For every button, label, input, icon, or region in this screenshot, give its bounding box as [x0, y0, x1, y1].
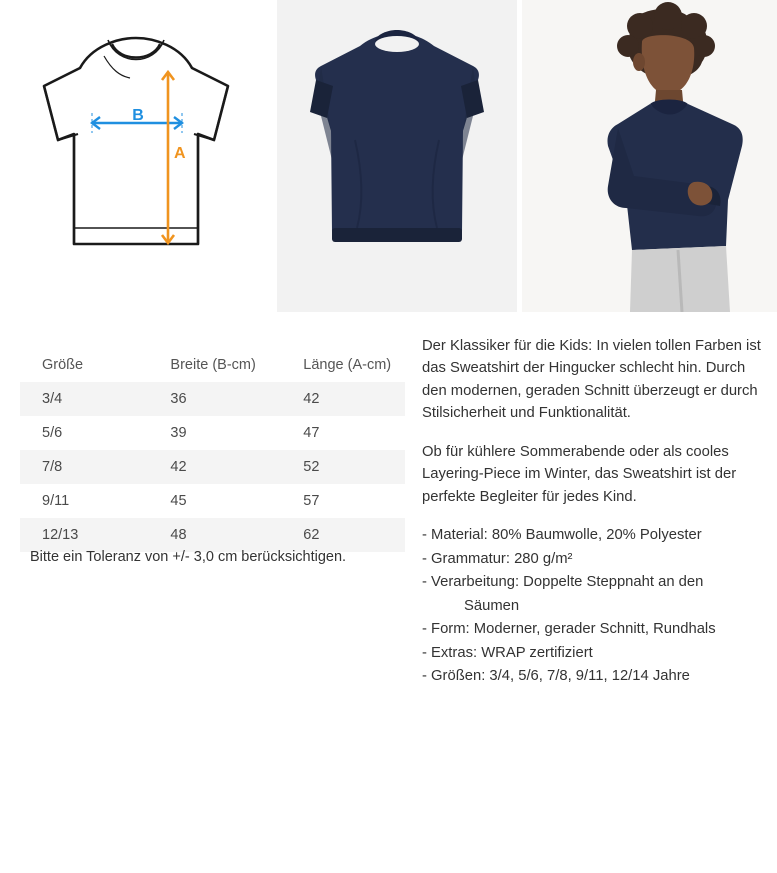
table-row	[20, 450, 405, 484]
cell-length: 57	[303, 493, 320, 509]
cell-length: 62	[303, 527, 320, 543]
model-image	[522, 0, 777, 312]
spec-processing: - Verarbeitung: Doppelte Steppnaht an den	[422, 574, 704, 591]
spec-shape: - Form: Moderner, gerader Schnitt, Rundhals	[422, 621, 716, 638]
cell-width: 39	[170, 425, 187, 441]
cell-length: 47	[303, 425, 320, 441]
table-row	[20, 382, 405, 416]
table-row	[20, 416, 405, 450]
cell-width: 45	[170, 493, 187, 509]
spec-processing-cont-text: Säumen	[464, 597, 520, 614]
cell-size: 12/13	[42, 527, 79, 543]
spec-weight: - Grammatur: 280 g/m²	[422, 550, 573, 567]
spec-processing-cont	[422, 595, 768, 617]
table-header-row	[20, 348, 405, 382]
table-row	[20, 518, 405, 552]
size-table-body	[20, 382, 405, 552]
description-paragraph-2: Ob für kühlere Sommerabende oder als cooles Layering-Piece im Winter, das Sweatshirt ist der perfekte Begleiter für jedes Kind.	[422, 443, 737, 505]
product-image-strip	[0, 0, 777, 312]
flat-lay-image	[277, 0, 517, 312]
description-paragraph-1: Der Klassiker für die Kids: In vielen tollen Farben ist das Sweatshirt der Hingucker schlecht hin. Durch den modernen, geraden Schnitt überzeugt er durch Stilsicherheit und Funktionalität.	[422, 338, 761, 422]
measure-label-length: A	[174, 145, 186, 162]
tolerance-note: Bitte ein Toleranz von +/- 3,0 cm berücksichtigen.	[30, 549, 347, 565]
product-description	[422, 335, 768, 689]
size-table	[20, 348, 405, 552]
specification-list	[422, 524, 768, 687]
cell-width: 48	[170, 527, 187, 543]
header-length: Länge (A-cm)	[303, 357, 392, 373]
cell-length: 52	[303, 459, 320, 475]
cell-length: 42	[303, 391, 320, 407]
cell-size: 5/6	[42, 425, 63, 441]
cell-size: 3/4	[42, 391, 63, 407]
spec-extras: - Extras: WRAP zertifiziert	[422, 644, 593, 661]
table-row	[20, 484, 405, 518]
cell-size: 9/11	[42, 493, 70, 509]
spec-sizes: - Größen: 3/4, 5/6, 7/8, 9/11, 12/14 Jahre	[422, 668, 690, 685]
schematic-image	[0, 0, 272, 312]
cell-size: 7/8	[42, 459, 63, 475]
header-size: Größe	[42, 357, 84, 373]
spec-material: - Material: 80% Baumwolle, 20% Polyester	[422, 527, 702, 544]
header-width: Breite (B-cm)	[170, 357, 256, 373]
measure-label-width: B	[132, 107, 144, 124]
cell-width: 42	[170, 459, 187, 475]
size-table-head	[20, 348, 405, 382]
cell-width: 36	[170, 391, 187, 407]
